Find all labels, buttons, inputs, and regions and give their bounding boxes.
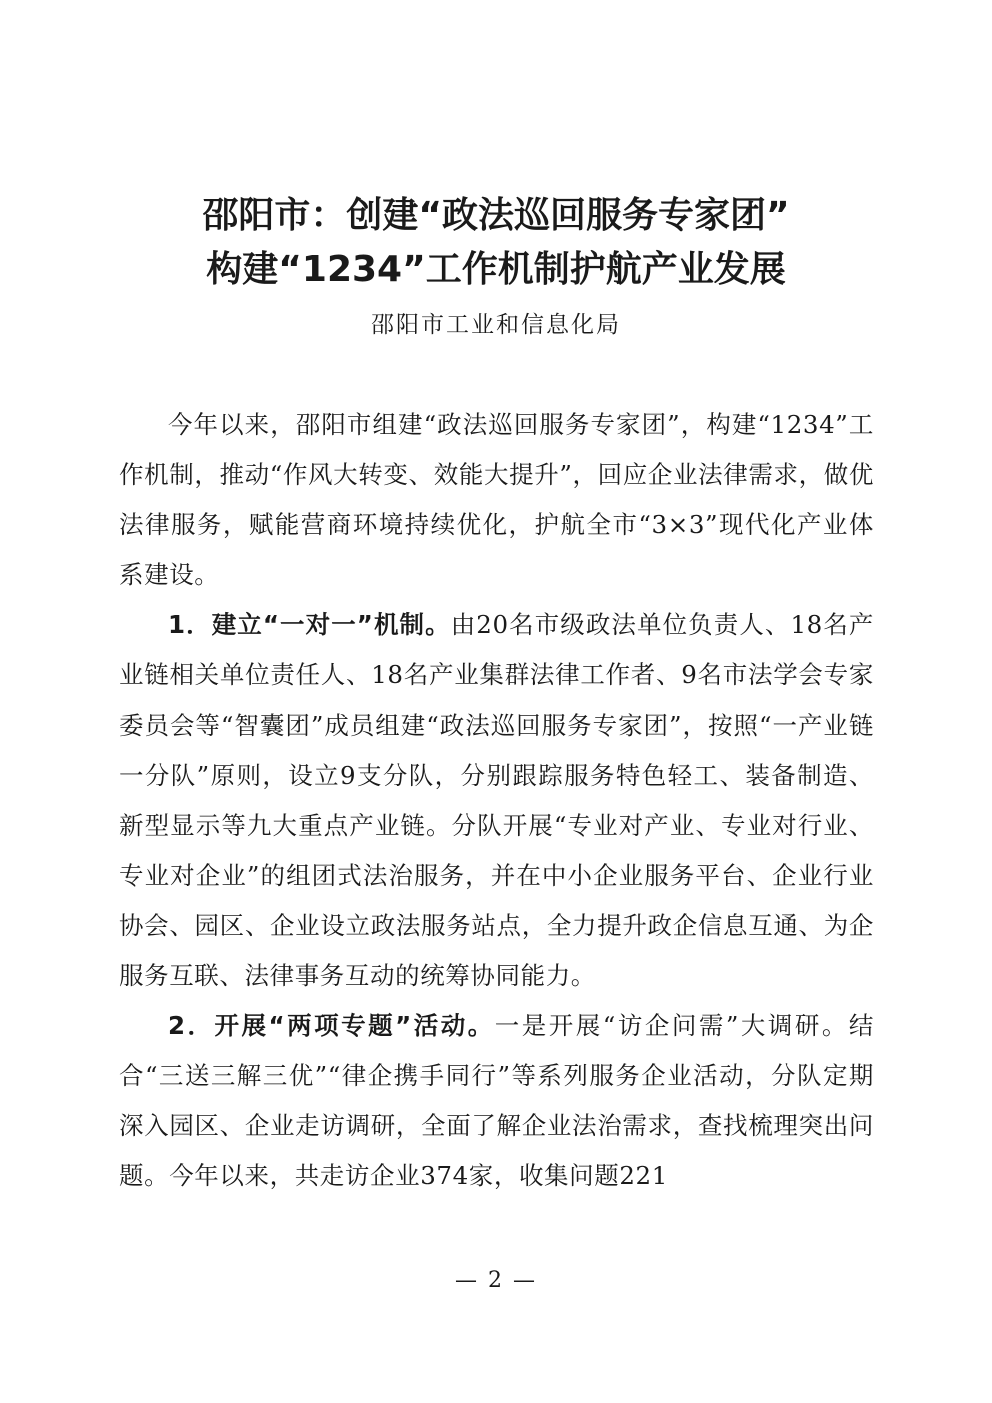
- intro-paragraph: 今年以来，邵阳市组建“政法巡回服务专家团”，构建“1234”工作机制，推动“作风大转变、效能大提升”，回应企业法律需求，做优法律服务，赋能营商环境持续优化，护航全市“3×3”现代化产业体系建设。: [119, 410, 874, 590]
- section-heading-2: 2．开展“两项专题”活动。: [168, 1011, 495, 1041]
- section-paragraph-1: [119, 600, 874, 1001]
- document-body: [119, 400, 874, 1202]
- page-number: — 2 —: [455, 1268, 537, 1293]
- document-title-line-2: 构建“1234”工作机制护航产业发展: [206, 249, 786, 290]
- document-title-line-1: 邵阳市：创建“政法巡回服务专家团”: [202, 195, 790, 236]
- document-author: 邵阳市工业和信息化局: [371, 312, 621, 338]
- section-paragraph-2: [119, 1001, 874, 1201]
- section-heading-1: 1．建立“一对一”机制。: [168, 610, 451, 640]
- section-text-1: 由20名市级政法单位负责人、18名产业链相关单位责任人、18名产业集群法律工作者、9名市法学会专家委员会等“智囊团”成员组建“政法巡回服务专家团”，按照“一产业链一分队”原则，设立9支分队，分别跟踪服务特色轻工、装备制造、新型显示等九大重点产业链。分队开展“专业对产业、专业对行业、专业对企业”的组团式法治服务，并在中小企业服务平台、企业行业协会、园区、企业设立政法服务站点，全力提升政企信息互通、为企服务互联、法律事务互动的统筹协同能力。: [119, 610, 874, 991]
- section-text-2: 一是开展“访企问需”大调研。结合“三送三解三优”“律企携手同行”等系列服务企业活动，分队定期深入园区、企业走访调研，全面了解企业法治需求，查找梳理突出问题。今年以来，共走访企业374家，收集问题221: [119, 1011, 874, 1191]
